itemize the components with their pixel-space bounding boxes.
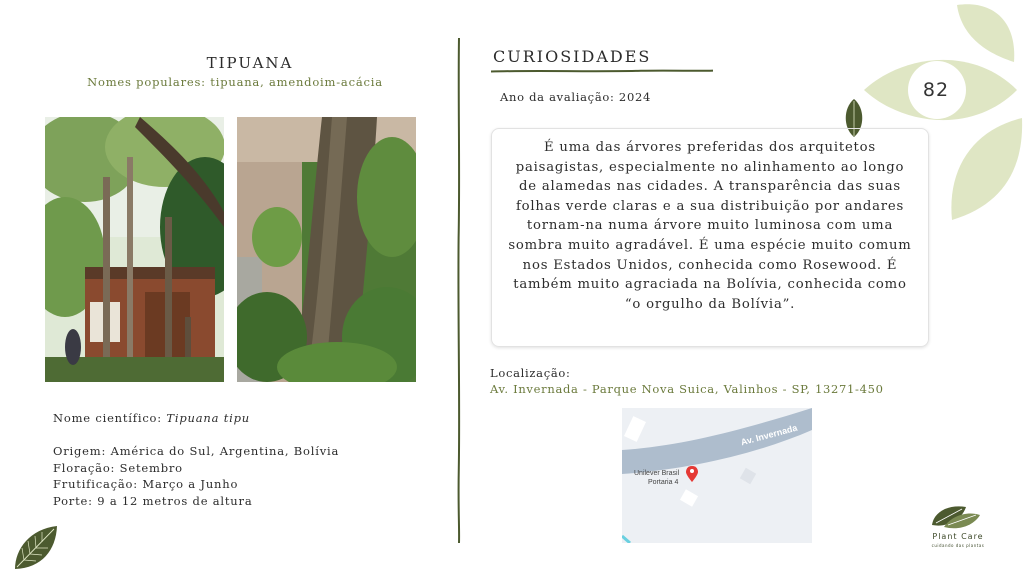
flowering-text: Floração: Setembro bbox=[53, 460, 183, 475]
curiosities-text: É uma das árvores preferidas dos arquitetos paisagistas, especialmente no alinhamento ao longo de alamedas nas cidades. A transparência das suas folhas verde claras e a sua distribuição por andares tornam-na numa árvore muito luminosa com uma sombra muito agradável. É uma espécie muito comum nos Estados Unidos, conhecida como Rosewood. É também muito agraciada na Bolívia, conhecida como “o orgulho da Bolívia”. bbox=[508, 140, 912, 312]
map-place-label-1: Unilever Brasil bbox=[634, 470, 680, 477]
plant-care-logo-icon bbox=[930, 503, 982, 531]
location-address: Av. Invernada - Parque Nova Suica, Valinhos - SP, 13271-450 bbox=[490, 382, 884, 396]
scientific-name-row bbox=[53, 411, 250, 425]
plant-facts bbox=[53, 443, 339, 509]
scientific-name-label: Nome científico: bbox=[53, 411, 167, 425]
plant-title: TIPUANA bbox=[206, 54, 294, 72]
decorative-leaves bbox=[862, 0, 1024, 225]
location-map bbox=[622, 408, 812, 543]
leaf-icon bbox=[12, 524, 60, 572]
fruiting-text: Frutificação: Março a Junho bbox=[53, 477, 239, 491]
size-text: Porte: 9 a 12 metros de altura bbox=[53, 493, 253, 508]
vertical-divider bbox=[456, 38, 462, 543]
tree-photo-1 bbox=[45, 117, 224, 382]
page-number: 82 bbox=[922, 79, 950, 101]
scientific-name: Tipuana tipu bbox=[166, 411, 250, 425]
popular-names: Nomes populares: tipuana, amendoim-acácia bbox=[87, 75, 383, 89]
origin-text: Origem: América do Sul, Argentina, Bolívia bbox=[53, 444, 340, 458]
map-road-label: Av. Invernada bbox=[739, 422, 799, 448]
map-place-label-2: Portaria 4 bbox=[648, 479, 679, 486]
curiosities-title: CURIOSIDADES bbox=[493, 47, 652, 66]
evaluation-year: Ano da avaliação: 2024 bbox=[500, 90, 652, 104]
title-underline bbox=[491, 68, 713, 74]
location-label: Localização: bbox=[490, 366, 571, 380]
tree-photo-2 bbox=[237, 117, 416, 382]
logo-tagline: cuidando das plantas bbox=[931, 543, 985, 548]
logo-name: Plant Care bbox=[932, 532, 984, 541]
